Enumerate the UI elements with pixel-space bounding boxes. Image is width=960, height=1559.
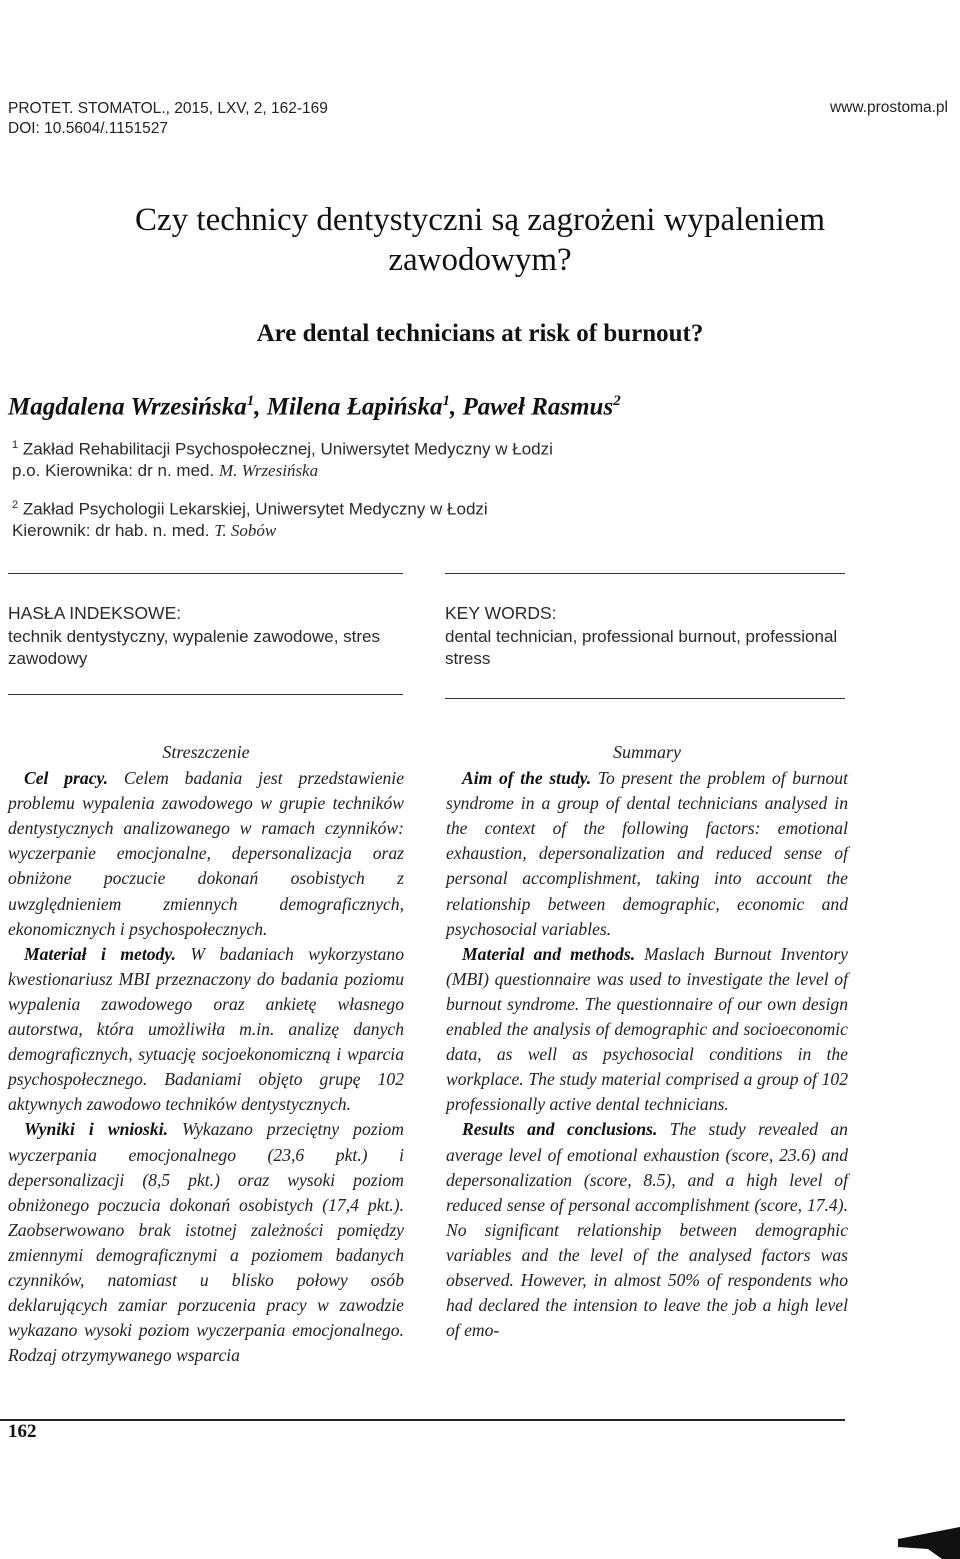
abstract-english-aim — [446, 766, 848, 942]
author-3: Paweł Rasmus — [462, 393, 614, 421]
page-number: 162 — [8, 1421, 37, 1442]
abstract-english — [446, 740, 848, 1343]
keywords-pl-bottom-rule — [8, 694, 403, 695]
aim-label: Cel pracy. — [24, 768, 109, 789]
affiliation-2 — [12, 494, 488, 521]
results-label: Wyniki i wnioski. — [24, 1119, 168, 1140]
results-text: Wykazano przeciętny poziom wyczerpania emocjonalnego (23,6 pkt.) i depersonalizacji (8,5 pkt.) oraz wysoki poziom obniżonego poczucia dokonań osobistych (17,4 pkt.). Zaobserwowano brak istotnej zależności pomiędzy zmiennymi demograficznymi a poziomem badanych czynników, natomiast u blisko połowy osób deklarujących zamiar porzucenia pracy w zawodzie wykazano wysoki poziom wyczerpania emocjonalnego. Rodzaj otrzymywanego wsparcia — [8, 1119, 404, 1366]
methods-label: Materiał i metody. — [24, 943, 176, 964]
author-list — [8, 393, 621, 421]
author-separator: , — [254, 393, 267, 421]
author-separator: , — [449, 393, 463, 421]
keywords-english-text: dental technician, professional burnout, professional stress — [445, 627, 838, 668]
author-1-affiliation: 1 — [246, 393, 255, 409]
methods-text: W badaniach wykorzystano kwestionariusz MBI przeznaczony do badania poziomu wypalenia zawodowego oraz ankietę własnego autorstwa, która umożliwiła m.in. analizę danych demograficznych, sytuację socjoekonomiczną i wparcia psychospołecznego. Badaniami objęto grupę 102 aktywnych zawodowo techników dentystycznych. — [8, 943, 404, 1115]
keywords-polish-text: technik dentystyczny, wypalenie zawodowe, stres zawodowy — [8, 627, 380, 668]
affiliation-2-text: Zakład Psychologii Lekarskiej, Uniwersytet Medyczny w Łodzi — [18, 499, 488, 519]
affiliation-2-head — [12, 519, 276, 542]
doi-line: DOI: 10.5604/.1151527 — [8, 120, 169, 137]
abstract-polish — [8, 740, 404, 1368]
affiliation-2-head-name: T. Sobów — [214, 521, 277, 540]
aim-text: To present the problem of burnout syndrome in a group of dental technicians analysed in the context of the following factors: emotional exhaustion, depersonalization and reduced sense of personal accomplishment, taking into account the relationship between demographic, economic and psychosocial variables. — [446, 768, 848, 939]
title-polish-line-1: Czy technicy dentystyczni są zagrożeni wypaleniem — [135, 202, 825, 238]
keywords-en-top-rule — [445, 573, 845, 574]
keywords-polish — [8, 602, 403, 670]
title-polish-line-2: zawodowym? — [388, 242, 572, 278]
abstract-polish-heading: Streszczenie — [162, 742, 250, 762]
affiliation-2-head-title: Kierownik: dr hab. n. med. — [12, 521, 215, 540]
journal-website[interactable]: www.prostoma.pl — [829, 99, 948, 116]
aim-text: Celem badania jest przedstawienie problemu wypalenia zawodowego w grupie techników dentystycznych analizowanego w ramach czynników: wyczerpanie emocjonalne, depersonalizacja oraz obniżone poczucie dokonań osobistych z uwzględnieniem zmiennych demograficznych, ekonomicznych i psychospołecznych. — [8, 768, 404, 939]
author-1: Magdalena Wrzesińska — [8, 393, 247, 421]
results-label: Results and conclusions. — [462, 1119, 658, 1140]
affiliation-1-head — [12, 459, 318, 482]
title-polish — [40, 200, 920, 280]
keywords-english — [445, 602, 845, 670]
methods-text: Maslach Burnout Inventory (MBI) questionnaire was used to investigate the level of burnout syndrome. The questionnaire of our own design enabled the analysis of demographic and socioeconomic data, as well as psychosocial conditions in the workplace. The study material comprised a group of 102 professionally active dental technicians. — [446, 943, 848, 1115]
author-2: Milena Łapińska — [266, 393, 443, 421]
affiliation-2-number: 2 — [12, 499, 19, 511]
affiliation-1-number: 1 — [12, 439, 19, 451]
abstract-english-heading: Summary — [613, 742, 681, 762]
journal-line: PROTET. STOMATOL., 2015, LXV, 2, 162-169 — [8, 100, 328, 117]
footer-rule — [0, 1419, 845, 1421]
affiliation-1-head-name: M. Wrzesińska — [218, 461, 319, 480]
methods-label: Material and methods. — [462, 943, 636, 964]
corner-scan-mark — [898, 1527, 960, 1559]
keywords-pl-top-rule — [8, 573, 403, 574]
abstract-polish-aim — [8, 766, 404, 942]
abstract-polish-methods — [8, 942, 404, 1118]
results-text: The study revealed an average level of emotional exhaustion (score, 23.6) and depersonalization (score, 8.5), and a high level of reduced sense of personal accomplishment (score, 17.4). No significant relationship between demographic variables and the level of the analysed factors was observed. However, in almost 50% of respondents who had declared the intension to leave the job a high level of emo- — [446, 1119, 848, 1341]
abstract-english-results — [446, 1117, 848, 1343]
abstract-english-methods — [446, 942, 848, 1118]
abstract-polish-results — [8, 1117, 404, 1368]
journal-citation — [8, 99, 328, 139]
keywords-en-bottom-rule — [445, 698, 845, 699]
aim-label: Aim of the study. — [462, 768, 592, 789]
affiliation-1 — [12, 434, 553, 461]
keywords-english-heading: KEY WORDS: — [445, 603, 557, 623]
affiliation-1-head-title: p.o. Kierownika: dr n. med. — [12, 461, 219, 480]
keywords-polish-heading: HASŁA INDEKSOWE: — [8, 603, 182, 623]
author-3-affiliation: 2 — [613, 393, 621, 409]
title-english: Are dental technicians at risk of burnout? — [256, 320, 704, 347]
affiliation-1-text: Zakład Rehabilitacji Psychospołecznej, Uniwersytet Medyczny w Łodzi — [18, 439, 553, 459]
author-2-affiliation: 1 — [442, 393, 450, 409]
